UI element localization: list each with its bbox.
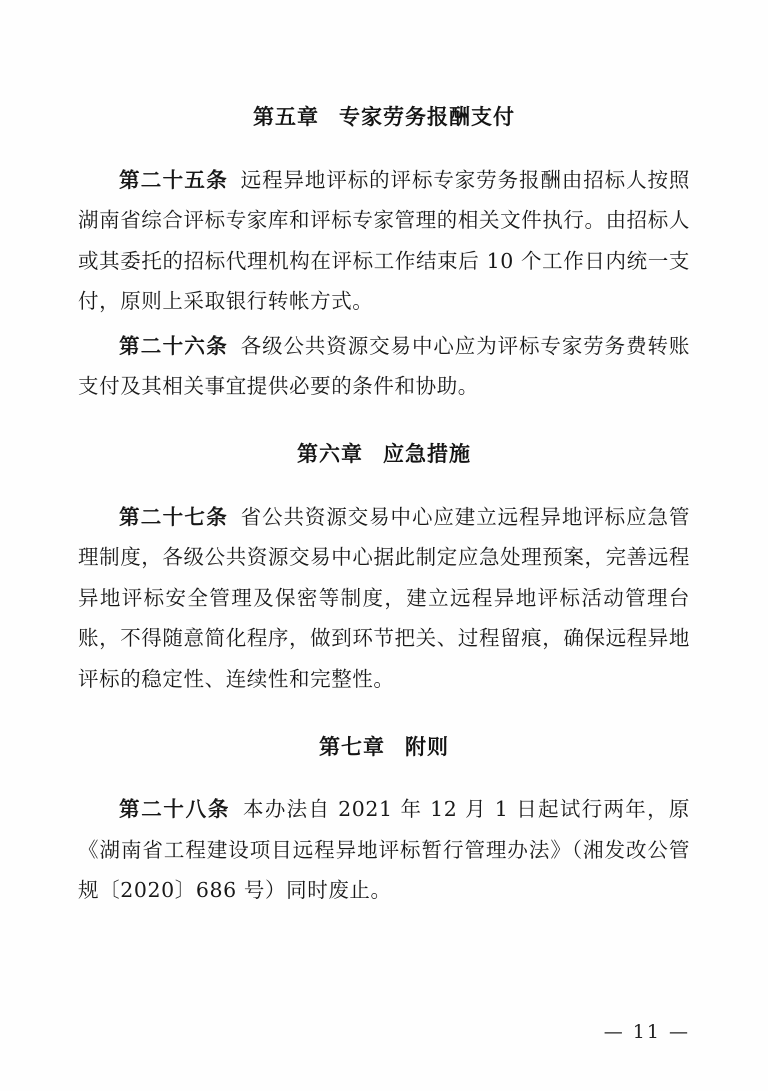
paragraph-article-25 [78,160,690,322]
paragraph-article-27 [78,497,690,700]
article-number-27: 第二十七条 [119,504,229,529]
chapter-number-7: 第七章 [319,733,385,759]
article-number-25: 第二十五条 [119,167,229,192]
chapter-title-7: 附则 [405,733,449,759]
article-text-27: 省公共资源交易中心应建立远程异地评标应急管理制度，各级公共资源交易中心据此制定应急处理预案，完善远程异地评标安全管理及保密等制度，建立远程异地评标活动管理台账，不得随意简化程序，做到环节把关、过程留痕，确保远程异地评标的稳定性、连续性和完整性。 [78,504,690,691]
article-text-25: 远程异地评标的评标专家劳务报酬由招标人按照湖南省综合评标专家库和评标专家管理的相关文件执行。由招标人或其委托的招标代理机构在评标工作结束后 10 个工作日内统一支付，原则上采取银行转帐方式。 [78,167,690,314]
chapter-heading-6 [78,437,690,471]
article-number-26: 第二十六条 [119,333,229,358]
chapter-heading-7 [78,730,690,764]
article-text-26: 各级公共资源交易中心应为评标专家劳务费转账支付及其相关事宜提供必要的条件和协助。 [78,333,690,399]
chapter-title-5: 专家劳务报酬支付 [339,104,515,129]
page-number: — 11 — [603,1021,690,1043]
chapter-heading-5 [78,100,690,134]
paragraph-article-26 [78,326,690,407]
article-text-28: 本办法自 2021 年 12 月 1 日起试行两年，原《湖南省工程建设项目远程异地评标暂行管理办法》（湘发改公管规〔2020〕686 号）同时废止。 [78,797,690,903]
section-divider [78,411,690,437]
chapter-number-6: 第六章 [297,441,363,467]
paragraph-article-28 [78,789,690,911]
chapter-title-6: 应急措施 [383,441,471,467]
section-divider [78,704,690,730]
chapter-number-5: 第五章 [253,104,319,129]
article-number-28: 第二十八条 [119,797,231,822]
